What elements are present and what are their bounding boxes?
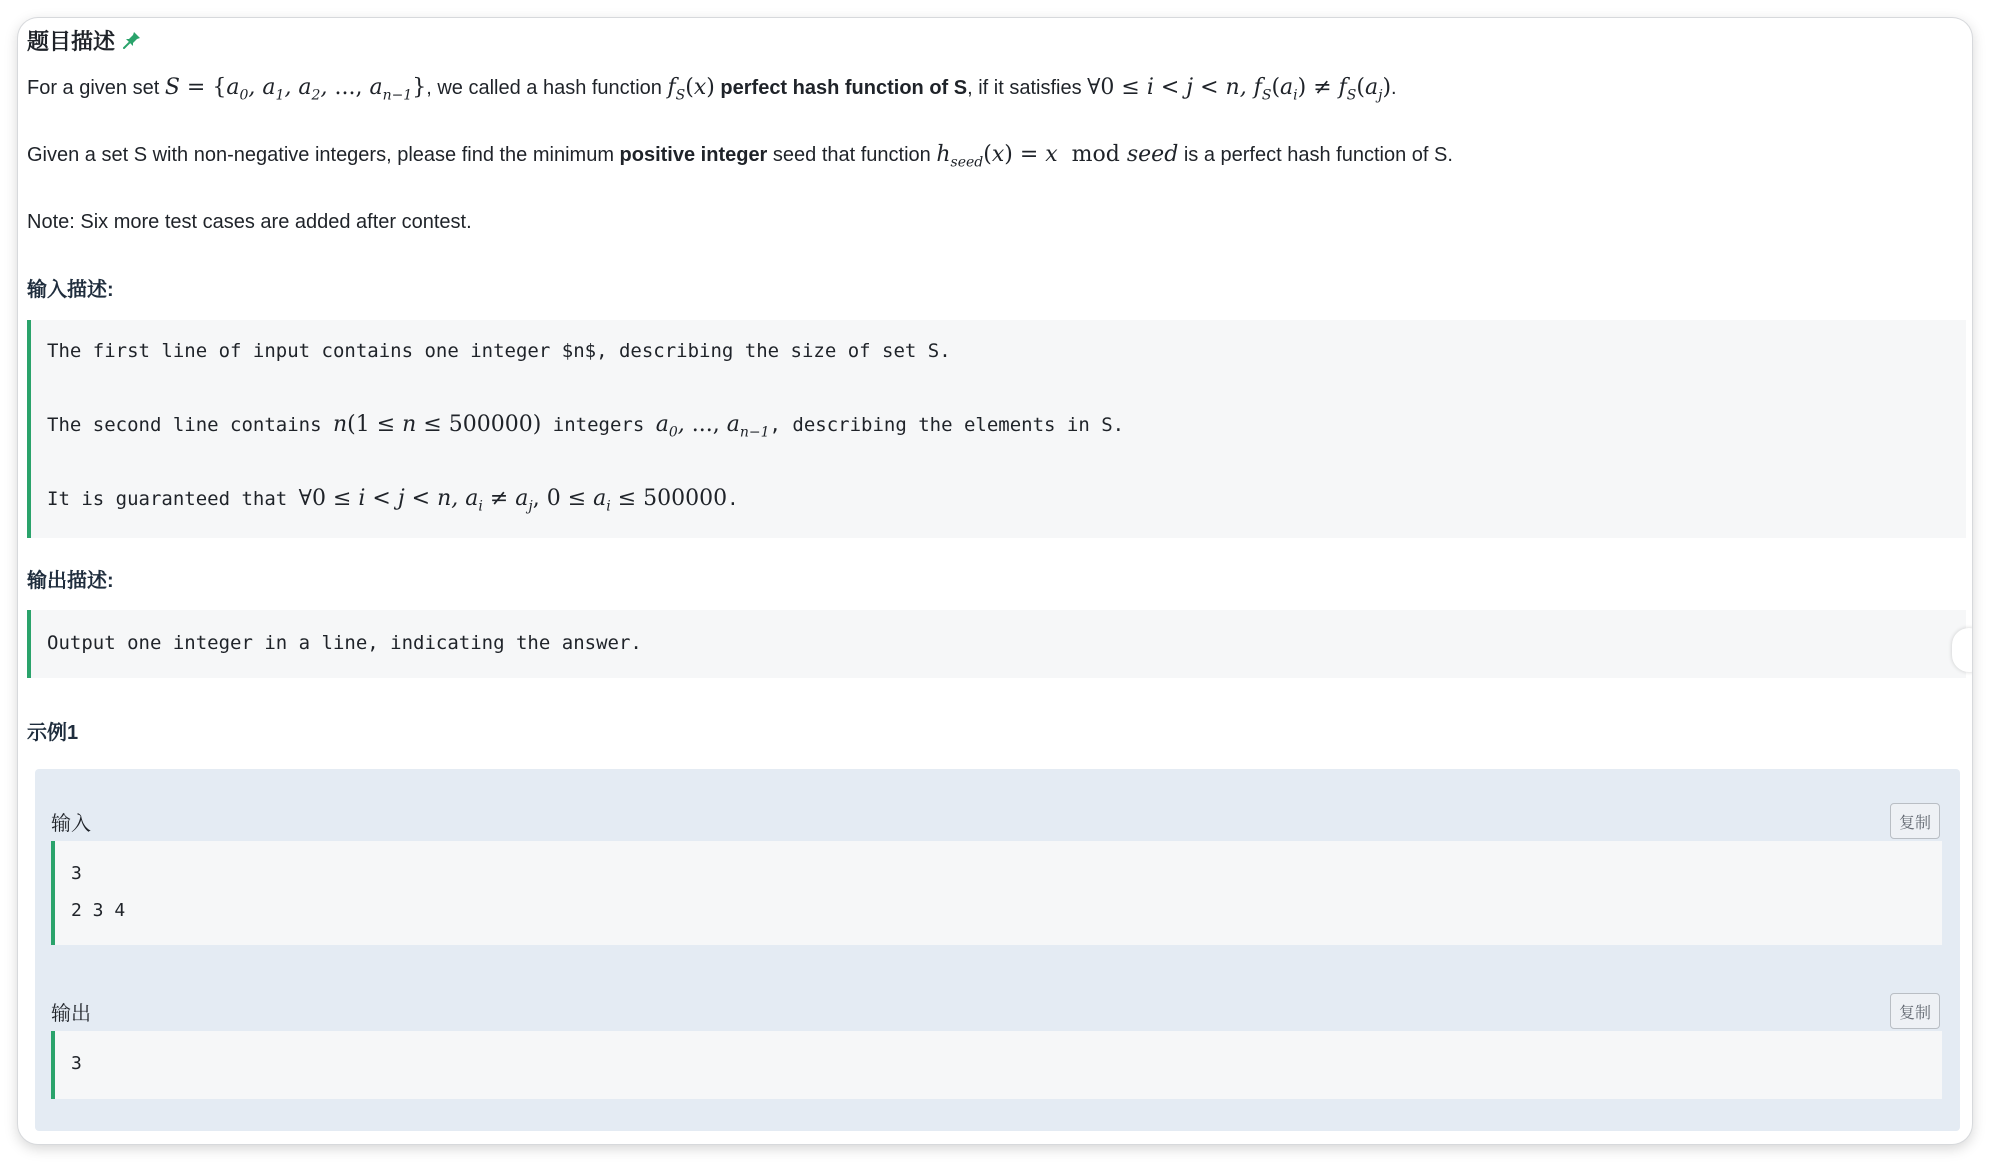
example-output-label: 输出 [51,1003,91,1025]
input-line-2-text-b: integers [541,414,656,436]
copy-output-button[interactable]: 复制 [1890,993,1940,1029]
input-line-1: The first line of input contains one integer $n$, describing the size of set S. [47,340,951,362]
example-output-code [51,1031,1942,1099]
set-definition-math: $S = \{a_0$, $a_1$, $a_2$, ..., $a_{n-1}$} [164,75,427,104]
problem-content [27,18,1966,1144]
elements-math: $a_0$, ..., $a_{n-1}$ [655,412,770,441]
p1-text-2: , we called a hash function [426,77,668,99]
n-range-math: n(1 ≤ n ≤ 500000) [332,412,542,437]
copy-input-button[interactable]: 复制 [1890,803,1940,839]
input-description-heading: 输入描述: [27,279,114,301]
p2-text-3: seed that function [767,144,937,166]
side-panel-handle[interactable] [1952,628,1972,672]
example-input-line-2: 2 3 4 [71,900,126,921]
example-heading: 示例1 [27,722,79,744]
p1-bold-text: perfect hash function of S [720,77,968,99]
input-line-3-text-a: It is guaranteed that [47,488,299,510]
description-paragraph-2 [27,141,1453,176]
input-description-block [27,320,1966,538]
problem-window [18,18,1972,1144]
example-input-code [51,841,1942,945]
p1-text-1: For a given set [27,77,165,99]
input-line-2 [47,412,1124,440]
perfect-condition-math: ∀0 ≤ i < j < n, $f_S(a_i) \ne f_S(a_j)$ [1087,75,1392,104]
seed-hash-math: $h_{seed}(x) = x$ mod seed [936,142,1179,171]
output-description-block [27,610,1966,678]
description-paragraph-1: For a given set $S = \{a_0$, $a_1$, $a_2$, ..., $a_{n-1}$}, we called a hash function $f_S(x)$ perfect hash function of S, if it satisfies ∀0 ≤ i < j < n, $f_S(a_i) \ne f_S(a_j)$. [27,75,1397,104]
input-line-2-text-a: The second line contains [47,414,333,436]
output-description-heading: 输出描述: [27,570,114,592]
p2-text-1: Given a set S with non-negative integers, please find the minimum [27,144,620,166]
pin-icon[interactable] [121,29,143,51]
p2-bold-text: positive integer [619,144,768,166]
example-input-label: 输入 [51,813,91,835]
note-text: Note: Six more test cases are added after contest. [27,211,472,233]
title-row [27,22,143,58]
input-line-3: It is guaranteed that ∀0 ≤ i < j < n, $a_i \ne a_j$, $0 \le a_i \le 500000$. [47,486,739,515]
hash-function-math: $f_S(x)$ [667,75,715,104]
example-input-line-1: 3 [71,863,82,884]
problem-title: 题目描述 [27,28,116,54]
guarantee-math: ∀0 ≤ i < j < n, $a_i \ne a_j$, $0 \le a_i \le 500000$ [298,486,728,515]
p2-text-4: is a perfect hash function of S. [1178,144,1453,166]
p1-text-4: , if it satisfies [967,77,1088,99]
input-line-2-text-c: , describing the elements in S. [769,414,1125,436]
output-line-1: Output one integer in a line, indicating the answer. [47,632,642,654]
example-box [35,769,1960,1131]
example-output-line-1: 3 [71,1053,82,1074]
